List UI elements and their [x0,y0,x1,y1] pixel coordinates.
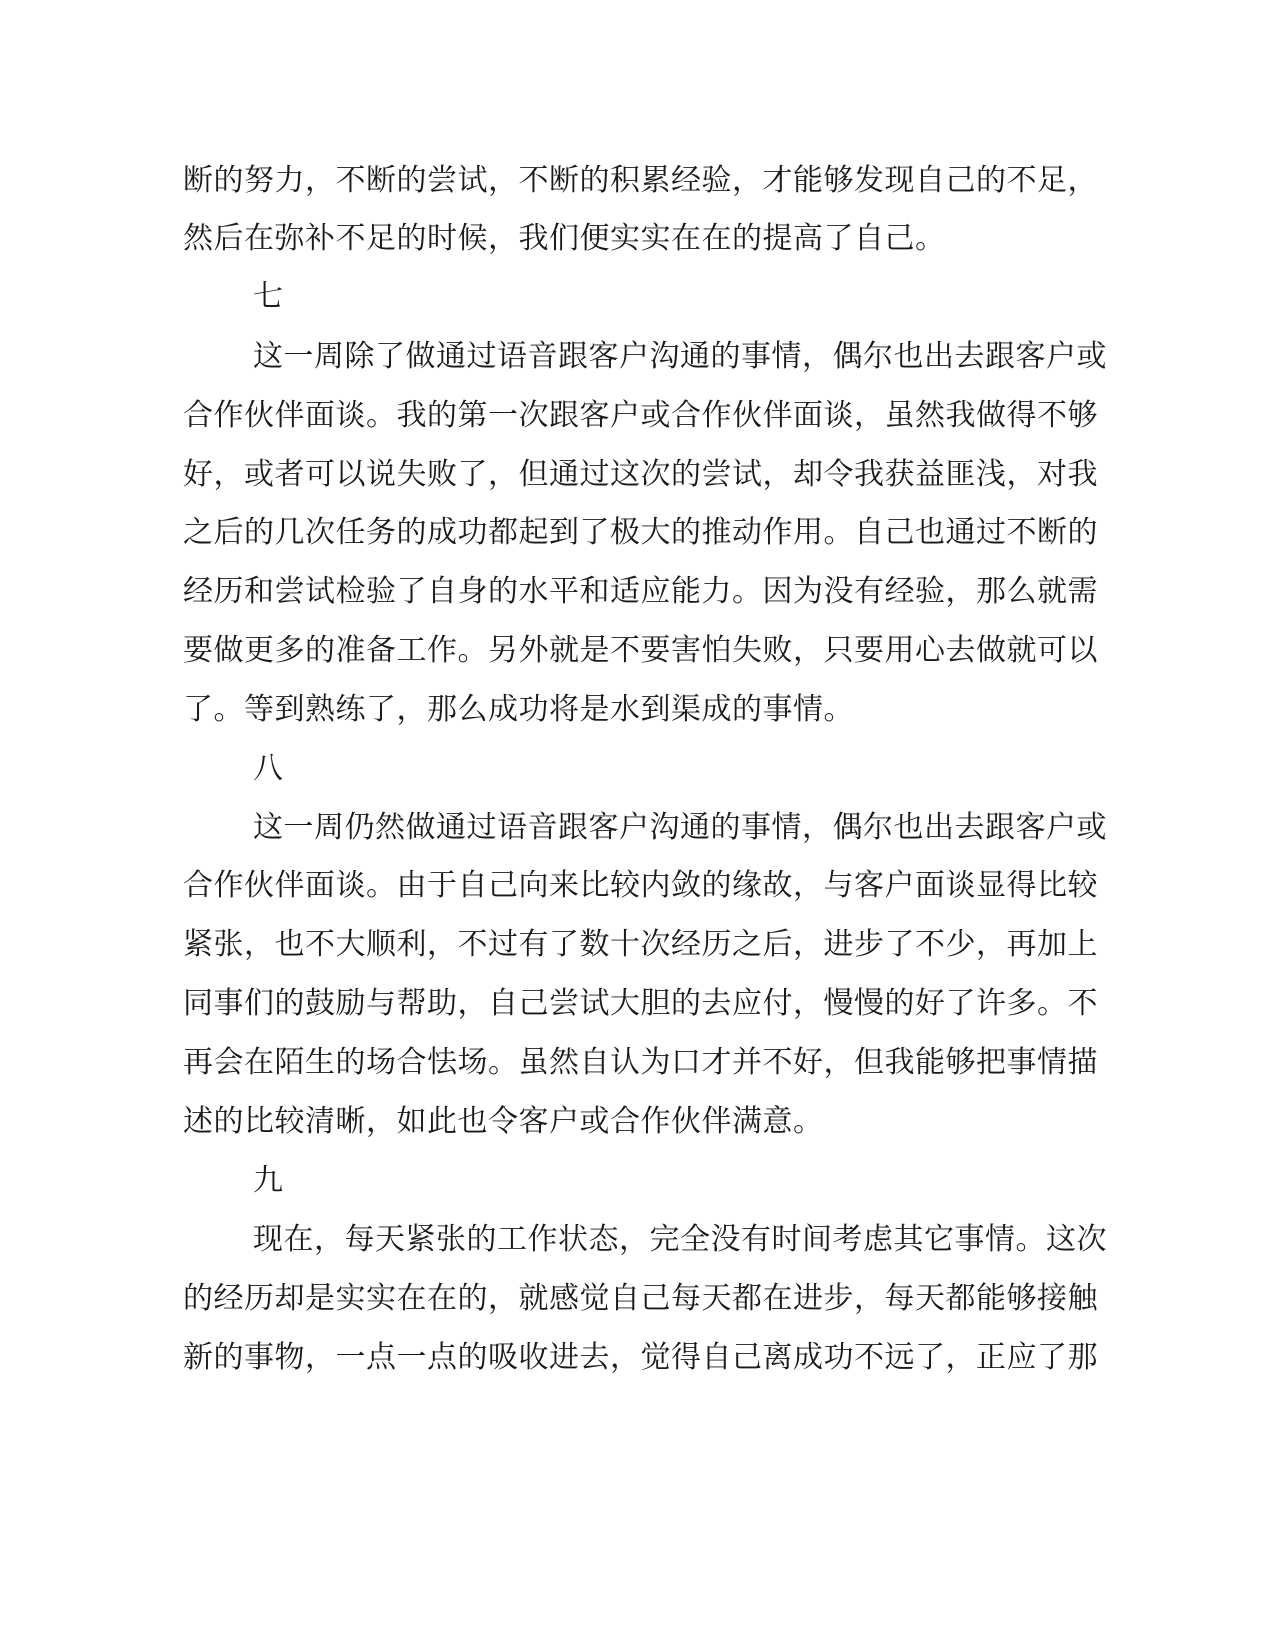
paragraph-line: 的经历却是实实在在的，就感觉自己每天都在进步，每天都能够接触 [183,1281,1098,1316]
paragraph-line: 紧张，也不大顺利，不过有了数十次经历之后，进步了不少，再加上 [183,927,1098,962]
paragraph-line: 之后的几次任务的成功都起到了极大的推动作用。自己也通过不断的 [183,515,1098,550]
paragraph-line: 新的事物，一点一点的吸收进去，觉得自己离成功不远了，正应了那 [183,1340,1098,1375]
paragraph-line: 经历和尝试检验了自身的水平和适应能力。因为没有经验，那么就需 [183,574,1098,609]
paragraph-line: 述的比较清晰，如此也令客户或合作伙伴满意。 [183,1104,824,1139]
paragraph-line: 合作伙伴面谈。我的第一次跟客户或合作伙伴面谈，虽然我做得不够 [183,398,1098,433]
paragraph-line: 同事们的鼓励与帮助，自己尝试大胆的去应付，慢慢的好了许多。不 [183,986,1098,1021]
section-number-nine: 九 [253,1163,284,1198]
paragraph-line: 然后在弥补不足的时候，我们便实实在在的提高了自己。 [183,221,946,256]
paragraph-line: 现在，每天紧张的工作状态，完全没有时间考虑其它事情。这次 [253,1222,1107,1257]
paragraph-line: 再会在陌生的场合怯场。虽然自认为口才并不好，但我能够把事情描 [183,1045,1098,1080]
paragraph-line: 这一周仍然做通过语音跟客户沟通的事情，偶尔也出去跟客户或 [253,810,1107,845]
paragraph-line: 断的努力，不断的尝试，不断的积累经验，才能够发现自己的不足， [183,163,1098,198]
paragraph-line: 了。等到熟练了，那么成功将是水到渠成的事情。 [183,692,854,727]
section-number-seven: 七 [253,279,284,314]
paragraph-line: 合作伙伴面谈。由于自己向来比较内敛的缘故，与客户面谈显得比较 [183,868,1098,903]
paragraph-line: 这一周除了做通过语音跟客户沟通的事情，偶尔也出去跟客户或 [253,339,1107,374]
paragraph-line: 要做更多的准备工作。另外就是不要害怕失败，只要用心去做就可以 [183,633,1098,668]
paragraph-line: 好，或者可以说失败了，但通过这次的尝试，却令我获益匪浅，对我 [183,457,1098,492]
section-number-eight: 八 [253,751,284,786]
